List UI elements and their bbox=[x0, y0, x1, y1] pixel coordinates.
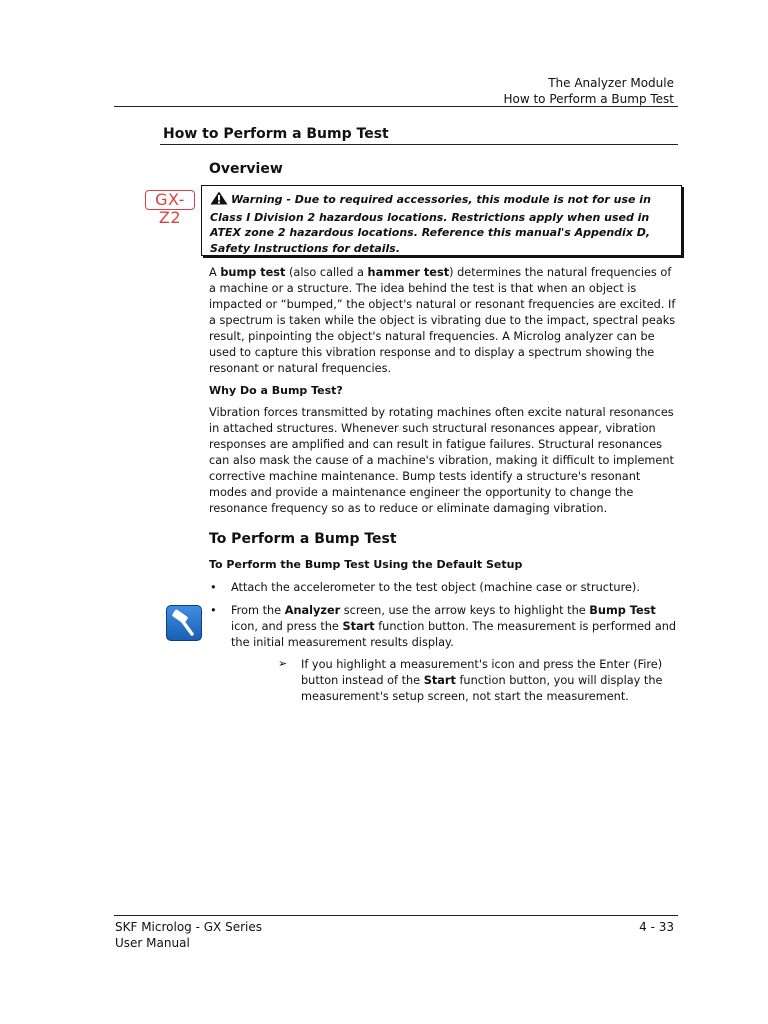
default-setup-heading: To Perform the Bump Test Using the Default Setup bbox=[209, 558, 523, 571]
footer-product-name: SKF Microlog - GX Series bbox=[115, 920, 262, 934]
why-heading: Why Do a Bump Test? bbox=[209, 384, 343, 397]
hammer-icon bbox=[166, 605, 202, 641]
bullet-marker: • bbox=[210, 581, 217, 594]
footer-manual-name: User Manual bbox=[115, 936, 190, 950]
why-paragraph: Vibration forces transmitted by rotating machines often excite natural resonances in attached structures. Whenever such structural resonances appear, vibration responses are amplified and can result in fatigue failures. Structural resonances can also mask the cause of a machine's vibration, making it difficult to implement corrective machine maintenance. Bump tests identify a structure's resonant modes and provide a maintenance engineer the opportunity to change the resonance frequency so as to reduce or eliminate damaging vibration. bbox=[209, 406, 674, 515]
page-number: 4 - 33 bbox=[639, 920, 674, 934]
warning-text: Warning - Due to required accessories, this module is not for use in Class I Division 2 hazardous locations. Restrictions apply when used in ATEX zone 2 hazardous locations. Reference this manual's Appendix D, Safety Instructions for details. bbox=[210, 193, 651, 255]
footer-rule bbox=[114, 915, 678, 916]
step-attach-accelerometer: Attach the accelerometer to the test object (machine case or structure). bbox=[231, 581, 640, 594]
warning-box bbox=[201, 185, 682, 256]
gx-z2-badge: GX-Z2 bbox=[145, 190, 195, 210]
overview-heading: Overview bbox=[209, 161, 283, 177]
section-rule bbox=[160, 144, 678, 145]
term-bump-test: bump test bbox=[220, 266, 286, 279]
perform-heading: To Perform a Bump Test bbox=[209, 531, 397, 547]
header-section-name: How to Perform a Bump Test bbox=[503, 92, 674, 106]
term-hammer-test: hammer test bbox=[367, 266, 450, 279]
note-enter-button: If you highlight a measurement's icon and press the Enter (Fire) button instead of the Start function button, you will display the measurement's setup screen, not start the measurement. bbox=[301, 658, 663, 703]
warning-triangle-icon bbox=[210, 191, 228, 210]
running-header bbox=[503, 75, 674, 107]
header-rule bbox=[114, 106, 678, 107]
arrow-bullet-icon: ➢ bbox=[278, 657, 288, 670]
section-title: How to Perform a Bump Test bbox=[163, 126, 389, 142]
header-module-name: The Analyzer Module bbox=[548, 76, 674, 90]
footer-product bbox=[115, 919, 262, 951]
step-start-bump-test: From the Analyzer screen, use the arrow keys to highlight the Bump Test icon, and press the Start function button. The measurement is performed and the initial measurement results display. bbox=[231, 604, 677, 649]
bullet-marker: • bbox=[210, 604, 217, 617]
intro-paragraph: A bump test (also called a hammer test) determines the natural frequencies of a machine or a structure. The idea behind the test is that when an object is impacted or “bumped,” the object's natural or resonant frequencies are excited. If a spectrum is taken while the object is vibrating due to the impact, spectral peaks result, pinpointing the object's natural frequencies. A Microlog analyzer can be used to capture this vibration response and to display a spectrum showing the resonant or natural frequencies. bbox=[209, 266, 676, 375]
